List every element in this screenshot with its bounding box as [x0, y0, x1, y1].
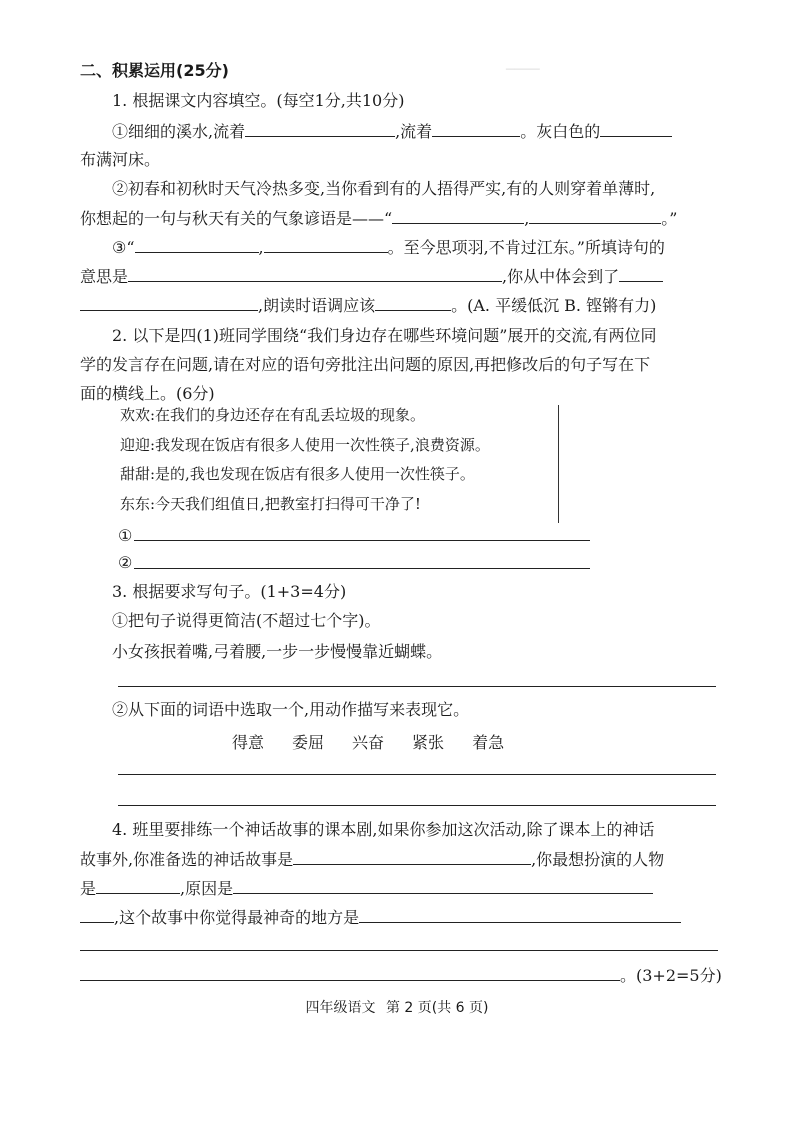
- dialogue-line: 迎迎:我发现在饭店有很多人使用一次性筷子,浪费资源。: [120, 436, 490, 454]
- q4-line-6: [80, 963, 730, 988]
- answer-blank[interactable]: [96, 876, 180, 894]
- q1-c-text-6: ,朗读时语调应该: [258, 296, 376, 315]
- q4-score: 。(3+2=5分): [620, 966, 722, 985]
- answer-blank[interactable]: [80, 905, 114, 923]
- q4-line-4: [80, 905, 730, 930]
- q1-line-c3: [80, 293, 730, 318]
- q2-blank-2-label: ②: [118, 553, 133, 572]
- dialogue-box: [120, 403, 560, 523]
- q2-intro-1: 2. 以下是四(1)班同学围绕“我们身边存在哪些环境问题”展开的交流,有两位同: [112, 326, 657, 345]
- q3-part-2: ②从下面的词语中选取一个,用动作描写来表现它。: [112, 700, 470, 719]
- q1-a-text-1: ①细细的溪水,流着: [112, 122, 246, 141]
- word-choice: 兴奋: [352, 733, 385, 752]
- page-footer: [0, 997, 794, 1017]
- q1-b-text-2: 你想起的一句与秋天有关的气象谚语是——“: [80, 209, 393, 228]
- annotation-margin-line: [558, 405, 559, 523]
- q4-line-3: [80, 876, 730, 901]
- answer-blank[interactable]: [293, 847, 531, 865]
- q4-line-1: 4. 班里要排练一个神话故事的课本剧,如果你参加这次活动,除了课本上的神话: [112, 820, 655, 839]
- dialogue-line: 甜甜:是的,我也发现在饭店有很多人使用一次性筷子。: [120, 465, 475, 483]
- q1-c-text-4: 意思是: [80, 267, 129, 286]
- q3-intro: 3. 根据要求写句子。(1+3=4分): [112, 582, 347, 601]
- answer-blank[interactable]: [80, 963, 620, 981]
- answer-line[interactable]: [134, 568, 590, 569]
- answer-line[interactable]: [134, 540, 590, 541]
- q3-part-1: ①把句子说得更简洁(不超过七个字)。: [112, 611, 381, 630]
- q1-line-c1: [112, 235, 762, 260]
- answer-blank[interactable]: [128, 264, 502, 282]
- section-title: 二、积累运用(25分): [80, 61, 229, 80]
- q1-b-text-1: ②初春和初秋时天气冷热多变,当你看到有的人捂得严实,有的人则穿着单薄时,: [112, 179, 656, 198]
- answer-blank[interactable]: [529, 206, 661, 224]
- q2-intro-2: 学的发言存在问题,请在对应的语句旁批注出问题的原因,再把修改后的句子写在下: [80, 355, 651, 374]
- footer-subject: 四年级语文: [305, 1000, 376, 1016]
- answer-line[interactable]: [80, 950, 718, 951]
- word-choice: 着急: [472, 733, 505, 752]
- answer-blank[interactable]: [233, 876, 653, 894]
- q1-b-text-3: ,: [524, 209, 530, 228]
- q1-line-b2: [80, 206, 730, 231]
- q4-text-3a: 是: [80, 879, 97, 898]
- q4-text-2b: ,你最想扮演的人物: [531, 850, 665, 869]
- q1-line-c2: [80, 264, 730, 289]
- answer-blank[interactable]: [619, 264, 663, 282]
- answer-blank[interactable]: [80, 293, 258, 311]
- q1-a-text-3: 。灰白色的: [520, 122, 601, 141]
- word-choice: 紧张: [412, 733, 445, 752]
- answer-blank[interactable]: [432, 119, 520, 137]
- word-choices: [232, 730, 532, 753]
- answer-blank[interactable]: [392, 206, 524, 224]
- answer-blank[interactable]: [375, 293, 451, 311]
- q4-line-2: [80, 847, 730, 872]
- q4-text-3b: ,原因是: [180, 879, 234, 898]
- answer-blank[interactable]: [264, 235, 388, 253]
- dialogue-line: 东东:今天我们组值日,把教室打扫得可干净了!: [120, 495, 421, 513]
- answer-blank[interactable]: [245, 119, 395, 137]
- q1-c-text-2: ,: [258, 238, 264, 257]
- q2-blank-1-label: ①: [118, 526, 133, 545]
- word-choice: 得意: [232, 733, 265, 752]
- q4-text-2a: 故事外,你准备选的神话故事是: [80, 850, 294, 869]
- answer-line[interactable]: [118, 774, 716, 775]
- word-choice: 委屈: [292, 733, 325, 752]
- q1-a-text-2: ,流着: [395, 122, 433, 141]
- q3-sentence: 小女孩抿着嘴,弓着腰,一步一步慢慢靠近蝴蝶。: [112, 642, 443, 661]
- bleed-through-text: ────: [506, 62, 540, 78]
- answer-line[interactable]: [118, 805, 716, 806]
- answer-blank[interactable]: [135, 235, 259, 253]
- q1-a-text-4: 布满河床。: [80, 150, 161, 169]
- q1-c-text-1: ③“: [112, 238, 135, 257]
- q1-c-text-7: 。(A. 平缓低沉 B. 铿锵有力): [451, 296, 657, 315]
- q1-line-a: [112, 119, 762, 144]
- q1-intro: 1. 根据课文内容填空。(每空1分,共10分): [112, 91, 405, 110]
- q1-b-text-4: 。”: [661, 209, 678, 228]
- q4-text-4b: ,这个故事中你觉得最神奇的地方是: [114, 908, 360, 927]
- q2-intro-3: 面的横线上。(6分): [80, 384, 215, 403]
- q1-c-text-3: 。至今思项羽,不肯过江东。”所填诗句的: [387, 238, 665, 257]
- answer-line[interactable]: [118, 686, 716, 687]
- q1-c-text-5: ,你从中体会到了: [502, 267, 620, 286]
- answer-blank[interactable]: [600, 119, 672, 137]
- footer-page-number: 第 2 页(共 6 页): [385, 1000, 489, 1016]
- dialogue-line: 欢欢:在我们的身边还存在有乱丢垃圾的现象。: [120, 406, 426, 424]
- answer-blank[interactable]: [359, 905, 681, 923]
